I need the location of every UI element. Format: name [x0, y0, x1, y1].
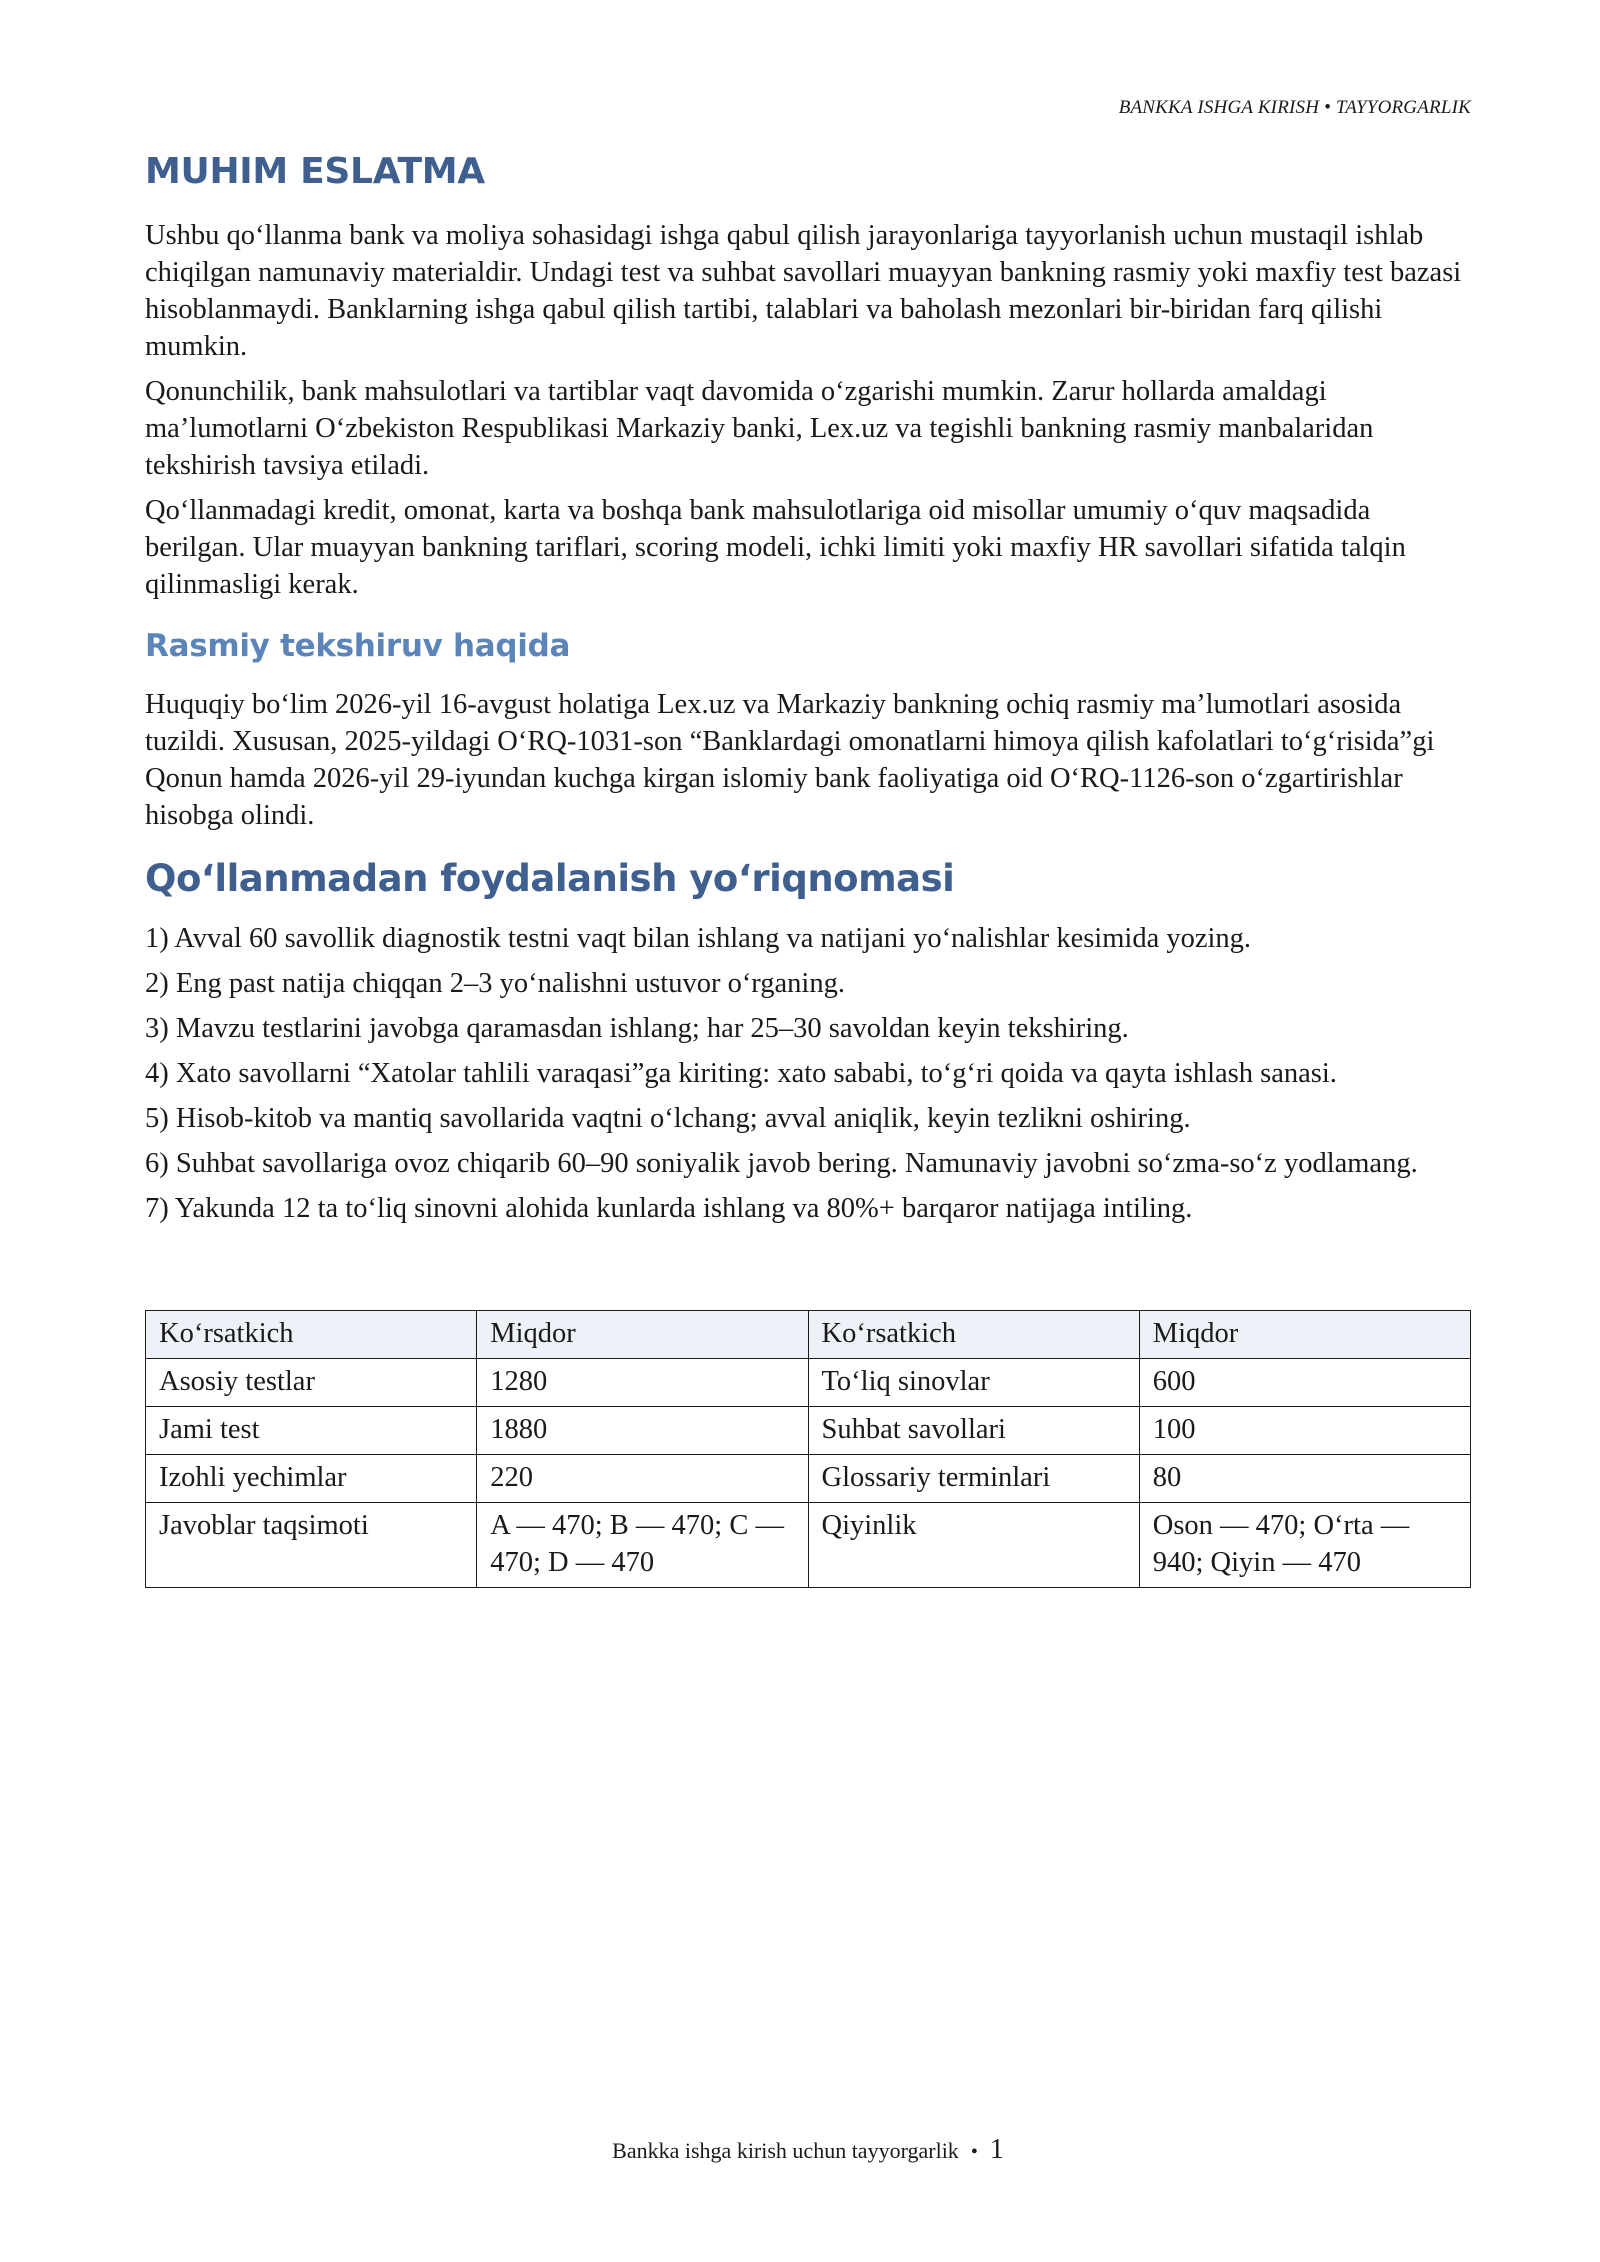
- guide-steps: [145, 920, 1471, 1235]
- stats-table: [145, 1310, 1471, 1588]
- page-footer: [145, 2134, 1471, 2166]
- running-header: BANKKA ISHGA KIRISH • TAYYORGARLIK: [1118, 97, 1471, 118]
- notice-paragraph: Ushbu qo‘llanma bank va moliya sohasidagi ishga qabul qilish jarayonlariga tayyorlanish uchun mustaqil ishlab chiqilgan namunaviy materialdir. Undagi test va suhbat savollari muayyan bankning rasmiy yoki maxfiy test bazasi hisoblanmaydi. Banklarning ishga qabul qilish tartibi, talablari va baholash mezonlari bir-biridan farq qilishi mumkin.: [145, 220, 1462, 362]
- column-header: Ko‘rsatkich: [808, 1311, 1139, 1359]
- table-cell: Suhbat savollari: [808, 1407, 1139, 1455]
- table-cell: Oson — 470; O‘rta — 940; Qiyin — 470: [1139, 1503, 1470, 1588]
- guide-step: 6) Suhbat savollariga ovoz chiqarib 60–90 soniyalik javob bering. Namunaviy javobni so‘zma-so‘z yodlamang.: [145, 1148, 1418, 1179]
- table-cell: 80: [1139, 1455, 1470, 1503]
- column-header: Miqdor: [477, 1311, 808, 1359]
- guide-step: 4) Xato savollarni “Xatolar tahlili varaqasi”ga kiriting: xato sababi, to‘g‘ri qoida va qayta ishlash sanasi.: [145, 1058, 1337, 1089]
- verification-title: Rasmiy tekshiruv haqida: [145, 628, 571, 664]
- notice-title: MUHIM ESLATMA: [145, 151, 485, 192]
- column-header: Ko‘rsatkich: [146, 1311, 477, 1359]
- table-cell: Javoblar taqsimoti: [146, 1503, 477, 1588]
- table-header-row: [146, 1311, 1471, 1359]
- table-cell: To‘liq sinovlar: [808, 1359, 1139, 1407]
- guide-step: 3) Mavzu testlarini javobga qaramasdan ishlang; har 25–30 savoldan keyin tekshiring.: [145, 1013, 1129, 1044]
- guide-step: 1) Avval 60 savollik diagnostik testni vaqt bilan ishlang va natijani yo‘nalishlar kesimida yozing.: [145, 923, 1252, 954]
- table-cell: Asosiy testlar: [146, 1359, 477, 1407]
- guide-step: 7) Yakunda 12 ta to‘liq sinovni alohida kunlarda ishlang va 80%+ barqaror natijaga intiling.: [145, 1193, 1193, 1224]
- table-cell: 600: [1139, 1359, 1470, 1407]
- notice-paragraph: Qonunchilik, bank mahsulotlari va tartiblar vaqt davomida o‘zgarishi mumkin. Zarur hollarda amaldagi ma’lumotlarni O‘zbekiston Respublikasi Markaziy banki, Lex.uz va tegishli bankning rasmiy manbalaridan tekshirish tavsiya etiladi.: [145, 376, 1374, 481]
- table-cell: 220: [477, 1455, 808, 1503]
- table-row: [146, 1359, 1471, 1407]
- guide-step: 2) Eng past natija chiqqan 2–3 yo‘nalishni ustuvor o‘rganing.: [145, 968, 845, 999]
- guide-title: Qo‘llanmadan foydalanish yo‘riqnomasi: [145, 857, 955, 900]
- table-cell: Jami test: [146, 1407, 477, 1455]
- table-cell: 1880: [477, 1407, 808, 1455]
- table-cell: 100: [1139, 1407, 1470, 1455]
- table-cell: A — 470; B — 470; C — 470; D — 470: [477, 1503, 808, 1588]
- notice-body: [145, 217, 1471, 611]
- verification-body: [145, 686, 1471, 842]
- table-row: [146, 1455, 1471, 1503]
- verification-paragraph: Huquqiy bo‘lim 2026-yil 16-avgust holatiga Lex.uz va Markaziy bankning ochiq rasmiy ma’lumotlari asosida tuzildi. Xususan, 2025-yildagi O‘RQ-1031-son “Banklardagi omonatlarni himoya qilish kafolatlari to‘g‘risida”gi Qonun hamda 2026-yil 29-iyundan kuchga kirgan islomiy bank faoliyatiga oid O‘RQ-1126-son o‘zgartirishlar hisobga olindi.: [145, 689, 1435, 831]
- table-row: [146, 1503, 1471, 1588]
- column-header: Miqdor: [1139, 1311, 1470, 1359]
- notice-paragraph: Qo‘llanmadagi kredit, omonat, karta va boshqa bank mahsulotlariga oid misollar umumiy o‘quv maqsadida berilgan. Ular muayyan bankning tariflari, scoring modeli, ichki limiti yoki maxfiy HR savollari sifatida talqin qilinmasligi kerak.: [145, 495, 1406, 600]
- table-cell: Glossariy terminlari: [808, 1455, 1139, 1503]
- page-number: 1: [989, 2134, 1004, 2165]
- footer-separator: •: [970, 2141, 978, 2163]
- table-row: [146, 1407, 1471, 1455]
- table-cell: Qiyinlik: [808, 1503, 1139, 1588]
- table-cell: Izohli yechimlar: [146, 1455, 477, 1503]
- guide-step: 5) Hisob-kitob va mantiq savollarida vaqtni o‘lchang; avval aniqlik, keyin tezlikni oshiring.: [145, 1103, 1191, 1134]
- table-cell: 1280: [477, 1359, 808, 1407]
- footer-text: Bankka ishga kirish uchun tayyorgarlik: [612, 2138, 959, 2163]
